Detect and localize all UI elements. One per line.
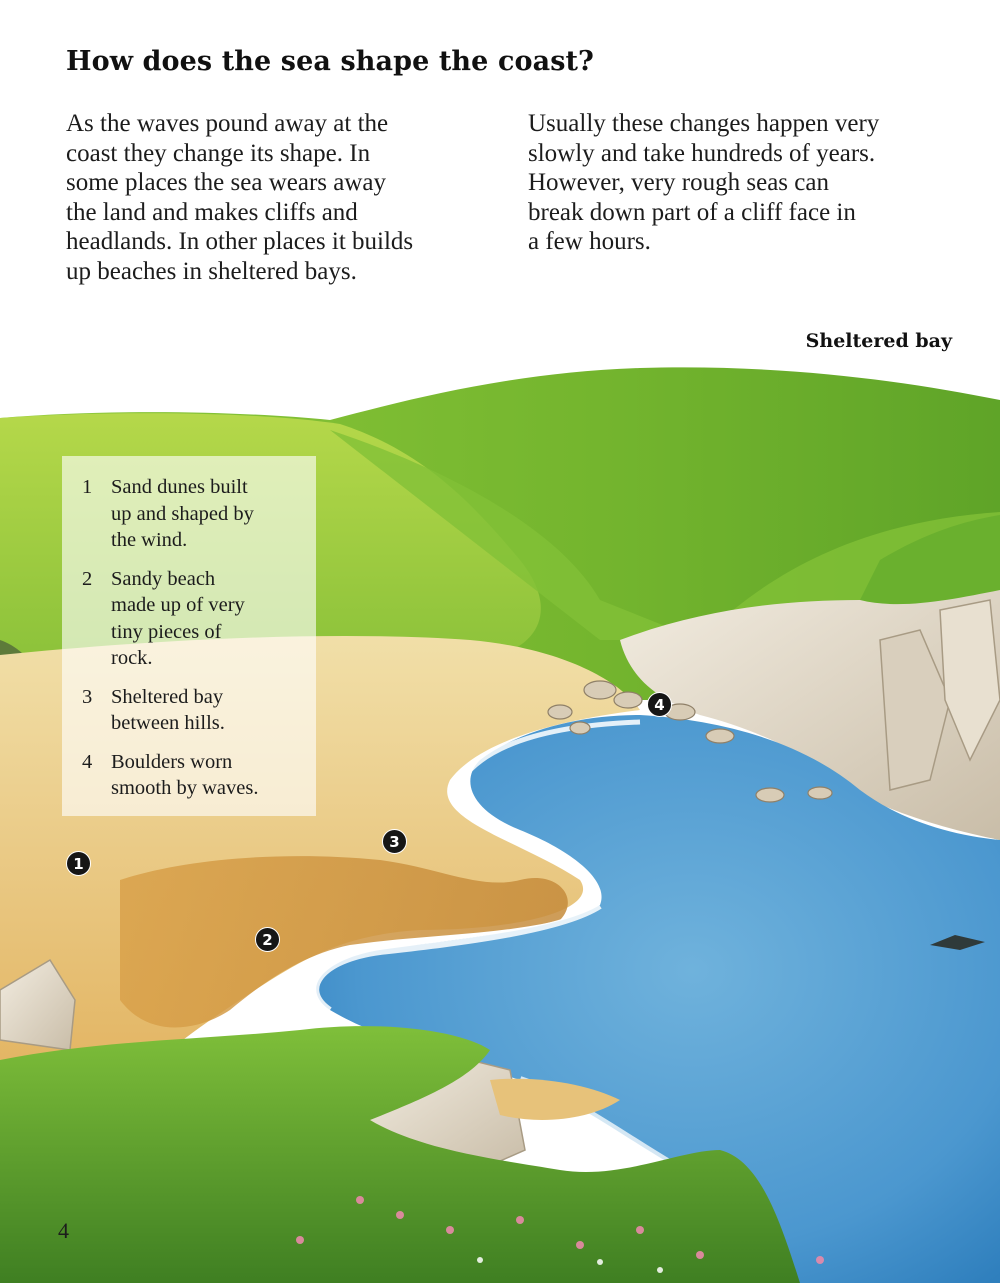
legend-item	[82, 749, 302, 802]
marker-boulders: 4	[647, 692, 672, 717]
legend-text: Boulders worn smooth by waves.	[111, 750, 259, 799]
legend-text: Sand dunes built up and shaped by the wind.	[111, 476, 254, 551]
legend-text: Sandy beach made up of very tiny pieces of rock.	[111, 567, 245, 669]
intro-paragraph-right: Usually these changes happen very slowly and take hundreds of years. However, very rough seas can break down part of a cliff face in a few hours.	[528, 110, 880, 256]
legend-number: 1	[82, 476, 93, 498]
marker-sand-dunes: 1	[66, 851, 91, 876]
marker-sandy-beach: 2	[255, 927, 280, 952]
legend-item	[82, 566, 302, 672]
page-number: 4	[58, 1218, 69, 1243]
page-title: How does the sea shape the coast?	[66, 46, 594, 77]
legend-item	[82, 474, 302, 554]
legend-number: 2	[82, 567, 93, 590]
intro-paragraph-left: As the waves pound away at the coast they change its shape. In some places the sea wears away the land and makes cliffs and headlands. In other places it builds up beaches in sheltered bays.	[66, 110, 414, 285]
legend-box	[62, 456, 316, 816]
legend-number: 4	[82, 750, 93, 773]
illustration-caption: Sheltered bay	[805, 330, 952, 352]
legend-text: Sheltered bay between hills.	[111, 685, 225, 734]
legend-number: 3	[82, 685, 93, 708]
legend-item	[82, 684, 302, 737]
marker-sheltered-bay: 3	[382, 829, 407, 854]
